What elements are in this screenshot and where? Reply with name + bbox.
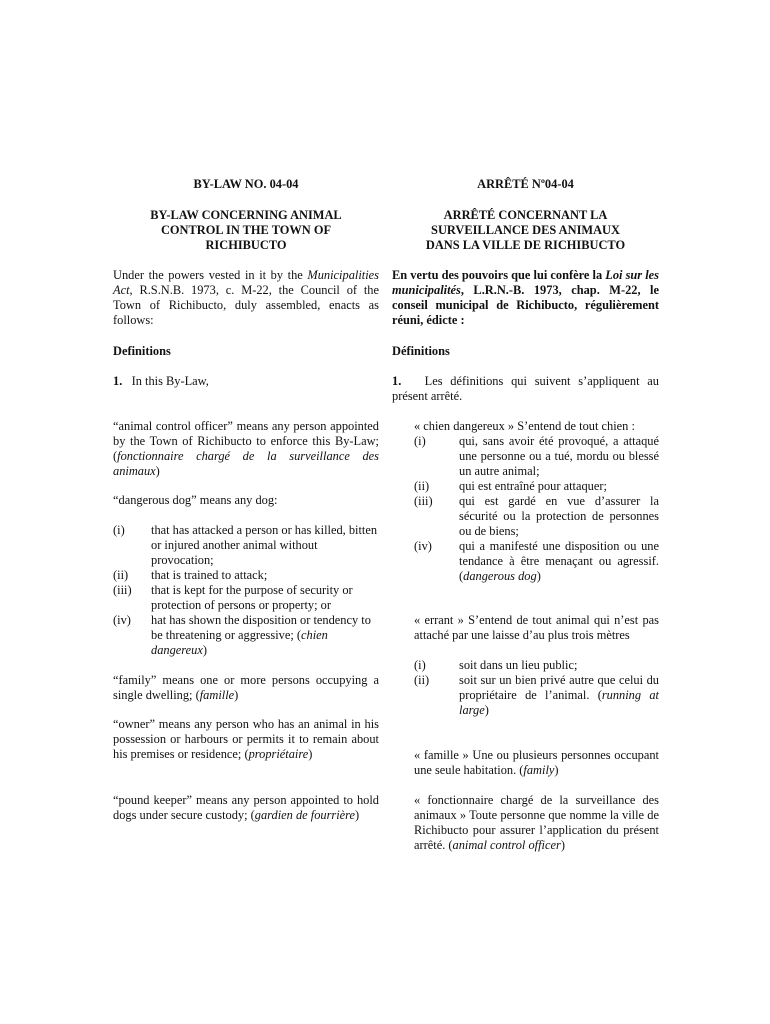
definitions-heading-fr: Définitions xyxy=(392,344,450,358)
definition-famille: « famille » Une ou plusieurs personnes occupant une seule habitation. (family) xyxy=(414,748,659,777)
list-item: (iv) hat has shown the disposition or tendency to be threatening or aggressive; (chien dangereux) xyxy=(113,613,371,657)
list-item: (ii) that is trained to attack; xyxy=(113,568,268,582)
definition-family: “family” means one or more persons occupying a single dwelling; (famille) xyxy=(113,673,379,702)
definition-errant: « errant » S’entend de tout animal qui n’est pas attaché par une laisse d’au plus trois mètres (i) soit dans un lieu public; (ii) soit sur un bien privé autre que celui du propriétaire de l’animal. (running at large) xyxy=(414,613,659,717)
list-item: (iii) qui est gardé en vue d’assurer la sécurité ou la protection de personnes ou de biens; xyxy=(414,494,659,538)
preamble: Under the powers vested in it by the Municipalities Act, R.S.N.B. 1973, c. M-22, the Council of the Town of Richibucto, duly assembled, enacts as follows: xyxy=(113,268,379,327)
definition-chien-dangereux: « chien dangereux » S’entend de tout chien : (i) qui, sans avoir été provoqué, a attaqué une personne ou a tué, mordu ou blessé un autre animal; (ii) qui est entraîné pour attaquer; (iii) qui est gardé en vue d’assurer la sécurité ou la protection de personnes ou de biens; (iv) qui a manifesté une disposition ou une tendance à être menaçant ou agressif. (dangerous dog) xyxy=(414,419,659,583)
definitions-heading: Definitions xyxy=(113,344,171,358)
definition-pound-keeper: “pound keeper” means any person appointed to hold dogs under secure custody; (gardien de fourrière) xyxy=(113,793,379,822)
list-item: (iii) that is kept for the purpose of security or protection of persons or property; or xyxy=(113,583,353,612)
list-item: (ii) qui est entraîné pour attaquer; xyxy=(414,479,607,493)
preambule: En vertu des pouvoirs que lui confère la Loi sur les municipalités, L.R.N.-B. 1973, chap. M-22, le conseil municipal de Richibucto, régulièrement réuni, édicte : xyxy=(392,268,659,327)
list-item: (i) soit dans un lieu public; xyxy=(414,658,578,672)
section-1-fr: 1. Les définitions qui suivent s’appliquent au présent arrêté. xyxy=(392,374,659,403)
bylaw-title: BY-LAW CONCERNING ANIMAL CONTROL IN THE TOWN OF RICHIBUCTO xyxy=(150,208,342,252)
arrete-number: ARRÊTÉ Nº04-04 xyxy=(477,177,574,191)
definition-animal-control-officer: “animal control officer” means any person appointed by the Town of Richibucto to enforce this By-Law; (fonctionnaire chargé de la surveillance des animaux) xyxy=(113,419,379,478)
list-item: (i) qui, sans avoir été provoqué, a attaqué une personne ou a tué, mordu ou blessé un autre animal; xyxy=(414,434,659,478)
definition-dangerous-dog: “dangerous dog” means any dog: (i) that has attacked a person or has killed, bitten or injured another animal without provocation; (ii) that is trained to attack; (iii) that is kept for the purpose of security or protection of persons or property; or (iv) hat has shown the disposition or tendency to be threatening or aggressive; (chien dangereux) xyxy=(113,493,378,657)
arrete-title: ARRÊTÉ CONCERNANT LA SURVEILLANCE DES ANIMAUX DANS LA VILLE DE RICHIBUCTO xyxy=(425,208,626,252)
section-1: 1. In this By-Law, xyxy=(113,374,209,388)
definition-owner: “owner” means any person who has an animal in his possession or harbours or permits it to remain about his premises or residence; (propriétaire) xyxy=(113,717,379,761)
definition-fonctionnaire: « fonctionnaire chargé de la surveillance des animaux » Toute personne que nomme la ville de Richibucto pour assurer l’application du présent arrêté. (animal control officer) xyxy=(414,793,659,852)
list-item: (ii) soit sur un bien privé autre que celui du propriétaire de l’animal. (running at large) xyxy=(414,673,659,717)
list-item: (iv) qui a manifesté une disposition ou une tendance à être menaçant ou agressif. (dangerous dog) xyxy=(414,539,659,583)
list-item: (i) that has attacked a person or has killed, bitten or injured another animal without provocation; xyxy=(113,523,378,567)
bylaw-number: BY-LAW NO. 04-04 xyxy=(193,177,299,191)
